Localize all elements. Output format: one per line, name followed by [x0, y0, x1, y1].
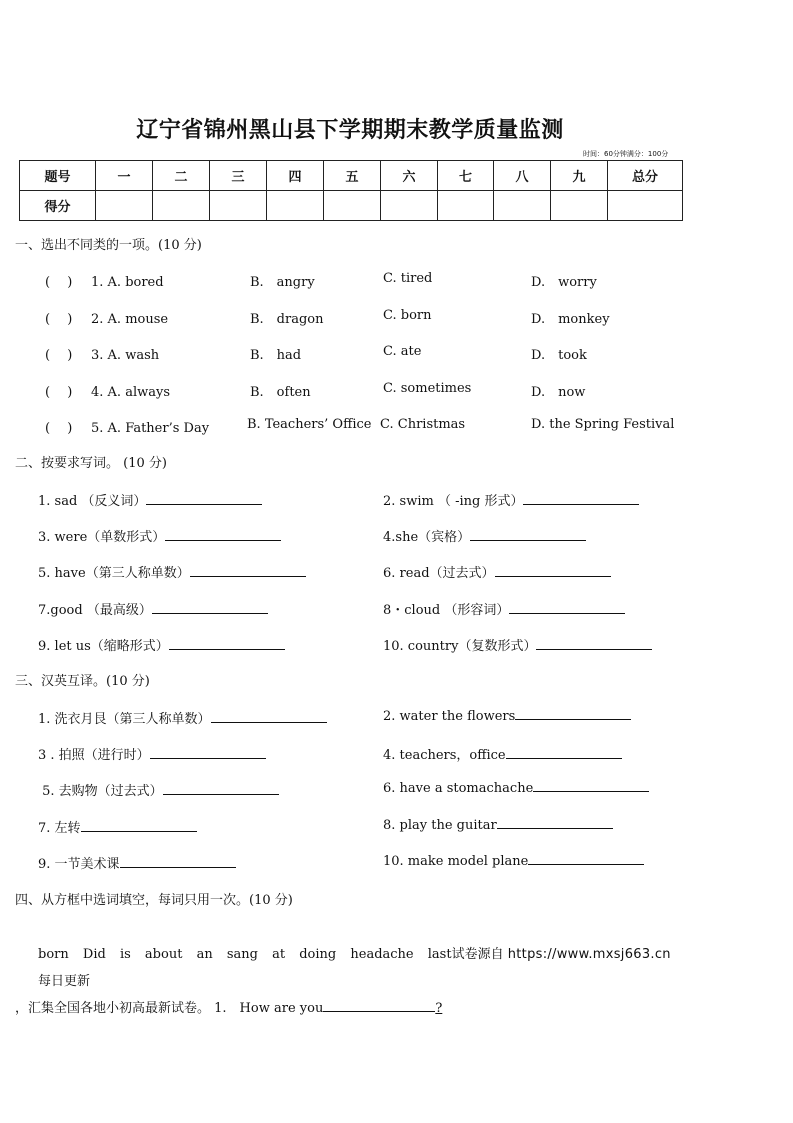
word-bank-word: sang — [226, 947, 258, 962]
fill-item — [383, 526, 586, 545]
section-1-title: 一、选出不同类的一项。 — [15, 238, 159, 253]
answer-blank[interactable] — [533, 780, 649, 792]
word-bank-word: about — [144, 947, 183, 962]
score-cell[interactable] — [324, 191, 381, 221]
source-url-link[interactable]: https://www.mxsj663.cn — [507, 947, 671, 962]
fill-item-prompt: 6. read（过去式） — [383, 566, 495, 581]
score-table-header-cell: 五 — [324, 161, 381, 191]
fill-item-prompt: 4.she（宾格） — [383, 530, 471, 545]
score-cell[interactable] — [608, 191, 683, 221]
answer-blank[interactable] — [146, 493, 262, 505]
translate-item — [383, 853, 644, 869]
score-cell[interactable] — [551, 191, 608, 221]
option-a: 3. A. wash — [91, 348, 160, 363]
fill-item — [38, 526, 281, 545]
translate-item — [38, 853, 236, 872]
score-cell[interactable] — [96, 191, 153, 221]
word-bank-line — [15, 941, 685, 995]
fill-item — [38, 490, 262, 509]
question-row — [45, 271, 164, 290]
fill-item-prompt: 10. country（复数形式） — [383, 639, 537, 654]
fill-item-prompt: 5. have（第三人称单数） — [38, 566, 190, 581]
translate-item — [383, 744, 622, 763]
word-bank-word: headache — [350, 947, 414, 962]
score-table-header-cell: 总分 — [608, 161, 683, 191]
source-note-prefix: 试卷源自 — [451, 947, 504, 962]
translate-item-prompt: 8. play the guitar — [383, 818, 497, 833]
score-cell[interactable] — [381, 191, 438, 221]
section-3-heading — [15, 670, 150, 689]
answer-paren[interactable]: ( ) — [45, 385, 73, 400]
fill-item — [38, 599, 268, 618]
score-table-header-cell: 九 — [551, 161, 608, 191]
answer-blank[interactable] — [497, 817, 613, 829]
section-1-points: (10 分) — [158, 238, 202, 253]
translate-item-prompt: 10. make model plane — [383, 854, 529, 869]
score-table-header-row — [20, 161, 683, 191]
section-2-points: (10 分) — [123, 456, 167, 471]
option-c: C. born — [383, 308, 432, 323]
option-c: C. tired — [383, 271, 433, 286]
option-b: B. dragon — [250, 312, 324, 327]
score-table-header-cell: 题号 — [20, 161, 96, 191]
option-d: D. monkey — [531, 312, 610, 327]
score-cell[interactable] — [153, 191, 210, 221]
fill-item — [383, 490, 639, 509]
option-d: D. now — [531, 385, 586, 400]
section-4-title: 四、从方框中选词填空，每词只用一次。 — [15, 893, 250, 908]
answer-blank[interactable] — [470, 529, 586, 541]
score-table-header-cell: 八 — [494, 161, 551, 191]
translate-item — [383, 708, 631, 724]
answer-blank[interactable] — [169, 638, 285, 650]
answer-blank[interactable] — [152, 602, 268, 614]
option-b: B. angry — [250, 275, 315, 290]
fill-item-prompt: 1. sad （反义词） — [38, 494, 147, 509]
section-3-points: (10 分) — [106, 674, 150, 689]
score-table-header-cell: 四 — [267, 161, 324, 191]
answer-blank[interactable] — [509, 602, 625, 614]
score-cell[interactable] — [267, 191, 324, 221]
translate-item — [38, 817, 197, 836]
answer-blank[interactable] — [211, 711, 327, 723]
section-4-heading — [15, 889, 293, 908]
fill-item-prompt: 8・cloud （形容词） — [383, 603, 510, 618]
translate-item-prompt: 3 . 拍照（进行时） — [38, 748, 150, 763]
option-a: 1. A. bored — [91, 275, 164, 290]
option-c: C. Christmas — [380, 417, 466, 432]
translate-item — [38, 780, 279, 799]
word-bank-word: an — [196, 947, 213, 962]
fill-item — [38, 635, 285, 654]
answer-blank[interactable] — [120, 856, 236, 868]
answer-blank[interactable] — [323, 1000, 435, 1012]
word-bank-word: born — [38, 947, 69, 962]
section-1-heading — [15, 234, 202, 253]
option-a: 4. A. always — [91, 385, 170, 400]
word-bank — [15, 941, 685, 1022]
section-2-title: 二、按要求写词。 — [15, 456, 120, 471]
score-cell[interactable] — [494, 191, 551, 221]
answer-blank[interactable] — [150, 747, 266, 759]
question-1-prompt: 1. How are you — [214, 1001, 324, 1016]
answer-paren[interactable]: ( ) — [45, 312, 73, 327]
score-table-score-row — [20, 191, 683, 221]
option-d: D. took — [531, 348, 587, 363]
fill-item-prompt: 7.good （最高级） — [38, 603, 152, 618]
answer-paren[interactable]: ( ) — [45, 348, 73, 363]
option-a: 5. A. Father’s Day — [91, 421, 210, 436]
section-2-heading — [15, 452, 167, 471]
answer-blank[interactable] — [515, 708, 631, 720]
translate-item — [383, 780, 649, 796]
word-bank-word: Did — [82, 947, 106, 962]
answer-blank[interactable] — [163, 783, 279, 795]
option-b: B. often — [250, 385, 311, 400]
translate-item — [38, 708, 327, 727]
answer-blank[interactable] — [495, 565, 611, 577]
source-note-suffix: 每日更新 — [38, 974, 91, 989]
word-bank-word: doing — [299, 947, 337, 962]
fill-item — [383, 635, 652, 654]
score-table-header-cell: 二 — [153, 161, 210, 191]
word-bank-line — [15, 995, 685, 1022]
option-c: C. ate — [383, 344, 422, 359]
fill-item-prompt: 2. swim （ -ing 形式） — [383, 494, 524, 509]
word-bank-word: last — [427, 947, 452, 962]
question-mark: ? — [435, 1001, 443, 1016]
translate-item-prompt: 4. teachers，office — [383, 748, 506, 763]
time-info: 时间：60分钟满分：100分 — [583, 150, 669, 158]
score-table-header-cell: 一 — [96, 161, 153, 191]
score-cell[interactable] — [438, 191, 494, 221]
option-a: 2. A. mouse — [91, 312, 169, 327]
exam-title: 辽宁省锦州黑山县下学期期末教学质量监测 — [136, 118, 564, 143]
answer-blank[interactable] — [506, 747, 622, 759]
option-d: D. worry — [531, 275, 597, 290]
score-table-header-cell: 七 — [438, 161, 494, 191]
translate-item — [383, 817, 613, 833]
fill-item-prompt: 9. let us（缩略形式） — [38, 639, 169, 654]
translate-item-prompt: 2. water the flowers — [383, 709, 516, 724]
fill-item — [383, 562, 611, 581]
question-row — [45, 308, 168, 327]
fill-item — [38, 562, 306, 581]
answer-paren[interactable]: ( ) — [45, 275, 73, 290]
score-table — [19, 160, 683, 221]
translate-item — [38, 744, 266, 763]
word-bank-word: at — [272, 947, 286, 962]
option-b: B. Teachers’ Office — [247, 417, 372, 432]
score-table-header-cell: 三 — [210, 161, 267, 191]
answer-blank[interactable] — [190, 565, 306, 577]
option-c: C. sometimes — [383, 381, 472, 396]
option-b: B. had — [250, 348, 302, 363]
fill-item — [383, 599, 625, 618]
answer-blank[interactable] — [165, 529, 281, 541]
question-row — [45, 417, 209, 436]
fill-item-prompt: 3. were（单数形式） — [38, 530, 166, 545]
section-4-points: (10 分) — [249, 893, 293, 908]
section-3-title: 三、汉英互译。 — [15, 674, 107, 689]
translate-item-prompt: 9. 一节美术课 — [38, 857, 120, 872]
answer-blank[interactable] — [523, 493, 639, 505]
word-bank-word: is — [119, 947, 131, 962]
question-row — [45, 344, 159, 363]
question-row — [45, 381, 170, 400]
answer-blank[interactable] — [528, 853, 644, 865]
source-note-line2: ，汇集全国各地小初高最新试卷。 — [15, 1001, 211, 1016]
translate-item-prompt: 7. 左转 — [38, 821, 81, 836]
score-row-label: 得分 — [20, 191, 96, 221]
score-table-header-cell: 六 — [381, 161, 438, 191]
option-d: D. the Spring Festival — [531, 417, 675, 432]
score-cell[interactable] — [210, 191, 267, 221]
translate-item-prompt: 6. have a stomachache — [383, 781, 534, 796]
translate-item-prompt: 5. 去购物（过去式） — [38, 784, 163, 799]
answer-blank[interactable] — [536, 638, 652, 650]
answer-paren[interactable]: ( ) — [45, 421, 73, 436]
answer-blank[interactable] — [81, 820, 197, 832]
translate-item-prompt: 1. 洗衣月艮（第三人称单数） — [38, 712, 211, 727]
